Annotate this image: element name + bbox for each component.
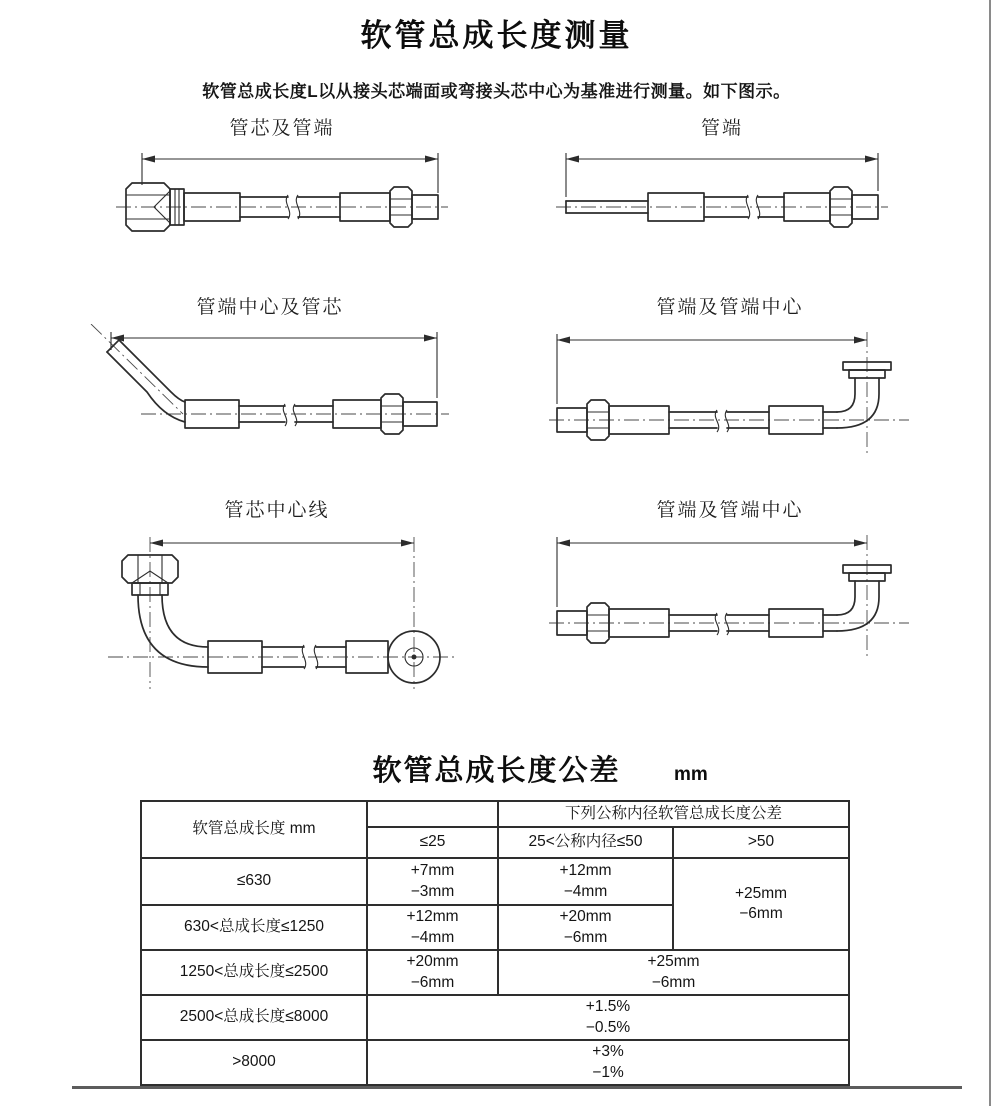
tolerance-plus: +25mm	[734, 884, 788, 902]
range-cell: >8000	[141, 1040, 367, 1085]
hose-diagram-elbow-flange-icon	[545, 324, 915, 459]
tolerance-cell	[367, 1040, 849, 1085]
page-bottom-rule	[72, 1086, 962, 1089]
tolerance-minus: −6mm	[651, 973, 696, 991]
tolerance-plus: +20mm	[559, 908, 612, 926]
table-row	[141, 1040, 849, 1085]
header-cell-group: 下列公称内径软管总成长度公差	[498, 801, 849, 827]
figure-tube-end-and-end-center-2	[545, 495, 915, 667]
tolerance-minus: −6mm	[410, 973, 455, 991]
intro-text: 软管总成长度L以从接头芯端面或弯接头芯中心为基准进行测量。如下图示。	[202, 82, 791, 101]
tolerance-cell	[498, 950, 849, 995]
tolerance-minus: −0.5%	[585, 1018, 631, 1036]
tolerance-cell	[673, 858, 849, 950]
tolerance-cell	[498, 905, 673, 950]
tolerance-cell	[498, 858, 673, 905]
tolerance-unit: mm	[674, 764, 708, 785]
hose-diagram-straight-swivel-icon	[112, 145, 452, 245]
header-cell-empty	[367, 801, 498, 827]
tolerance-table	[140, 800, 850, 1086]
tolerance-plus: +1.5%	[585, 998, 631, 1016]
table-row	[141, 858, 849, 905]
figure-core-and-tube-end	[112, 113, 452, 250]
tolerance-plus: +25mm	[647, 953, 700, 971]
tolerance-plus: +12mm	[559, 862, 612, 880]
range-cell: 2500<总成长度≤8000	[141, 995, 367, 1040]
tolerance-plus: +3%	[592, 1043, 624, 1061]
header-cell-gt50: >50	[673, 827, 849, 858]
header-cell-le25: ≤25	[367, 827, 498, 858]
figure-core-centerline	[92, 495, 462, 702]
table-row	[141, 995, 849, 1040]
hose-diagram-plain-tube-icon	[552, 145, 892, 245]
figure-tube-end-center-and-core	[85, 292, 455, 457]
figure-label: 管端及管端中心	[656, 500, 804, 521]
tolerance-cell	[367, 858, 498, 905]
figure-label: 管芯及管端	[229, 118, 335, 139]
hose-diagram-angled-tube-icon	[85, 324, 455, 452]
range-cell: 1250<总成长度≤2500	[141, 950, 367, 995]
tolerance-plus: +20mm	[406, 953, 459, 971]
range-cell: ≤630	[141, 858, 367, 905]
tolerance-minus: −6mm	[739, 905, 783, 922]
page-title: 软管总成长度测量	[360, 18, 633, 53]
tolerance-cell	[367, 950, 498, 995]
tolerance-plus: +7mm	[410, 862, 455, 880]
tolerance-minus: −4mm	[410, 928, 455, 946]
tolerance-minus: −4mm	[563, 882, 608, 900]
header-cell-25-50: 25<公称内径≤50	[498, 827, 673, 858]
tolerance-title: 软管总成长度公差	[372, 755, 621, 787]
tolerance-minus: −6mm	[563, 928, 608, 946]
figure-label: 管芯中心线	[224, 500, 330, 521]
tolerance-minus: −3mm	[410, 882, 455, 900]
tolerance-minus: −1%	[592, 1063, 624, 1081]
tolerance-cell	[367, 995, 849, 1040]
table-header-row	[141, 801, 849, 827]
figure-label: 管端中心及管芯	[196, 297, 344, 318]
tolerance-plus: +12mm	[406, 908, 459, 926]
figure-label: 管端及管端中心	[656, 297, 804, 318]
range-cell: 630<总成长度≤1250	[141, 905, 367, 950]
figure-label: 管端	[700, 118, 743, 139]
hose-diagram-elbow-banjo-icon	[92, 527, 462, 697]
figure-tube-end	[552, 113, 892, 250]
tolerance-cell	[367, 905, 498, 950]
tolerance-section-header	[0, 748, 993, 792]
figure-tube-end-and-end-center	[545, 292, 915, 464]
header-cell-length: 软管总成长度 mm	[141, 801, 367, 858]
table-row	[141, 950, 849, 995]
hose-diagram-elbow-flange-icon-2	[545, 527, 915, 662]
page-right-edge	[989, 0, 991, 1106]
